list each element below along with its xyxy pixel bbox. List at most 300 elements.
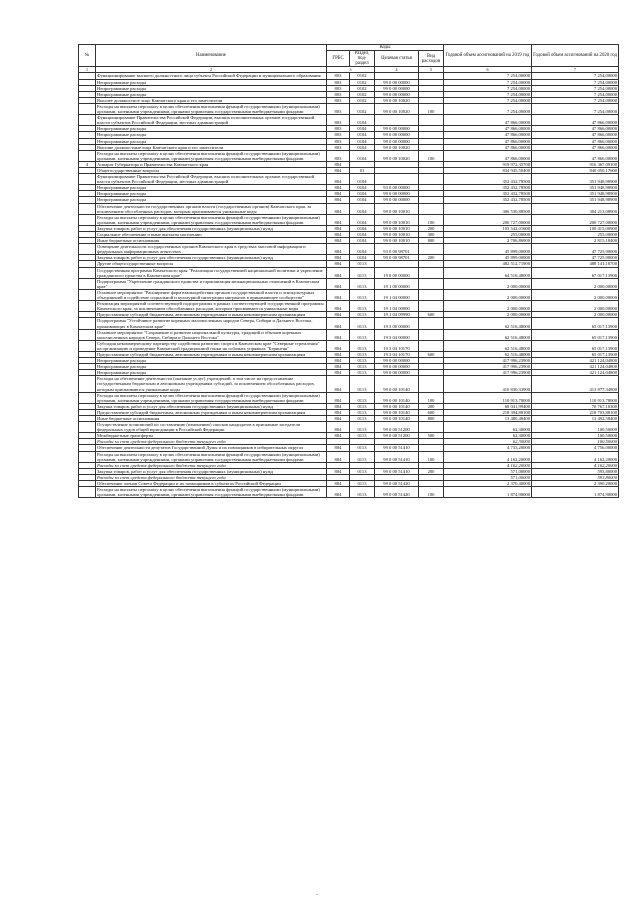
row-name: Расходы на выплаты персоналу в целях обеспечения выполнения функций государственными (муниципальными) органами, казенными учреждениями, органами управления государственными внебюджетными фондами [96,103,327,114]
row-amount-2020: 47 866,00000 [532,138,619,144]
row-vr [419,422,444,433]
header-codes: Коды [327,45,444,51]
row-amount-2020: 916 367,09100 [532,161,619,167]
row-name: Иные бюджетные ассигнования [96,416,327,422]
header-vol-2019: Годовой объем ассигнований на 2019 год [444,45,532,67]
row-amount-2019: 200 727,00000 [444,214,532,225]
row-amount-2019: 4 162,20000 [444,451,532,462]
row-amount-2020: 100 415,00900 [532,225,619,231]
row-grbs: 804 [327,214,350,225]
row-name: Обеспечение членов Совета Федерации и их помощников в субъектах Российской Федерации [96,481,327,487]
row-amount-2020: 67 017,13900 [532,267,619,278]
row-num [79,301,96,312]
row-razdel: 0104 [350,244,375,255]
row-grbs: 803 [327,150,350,161]
row-razdel: 0113 [350,278,375,289]
row-name: Расходы за счет средств федерального бюджета текущего года [96,439,327,445]
row-grbs: 804 [327,422,350,433]
row-vr [419,203,444,214]
row-vr [419,329,444,340]
row-amount-2019: 2 000,00000 [444,312,532,318]
row-csr: 99 0 00 51200 [375,422,419,433]
row-amount-2020: 7 254,00000 [532,73,619,79]
row-vr: 800 [419,416,444,422]
row-vr [419,376,444,392]
row-vr [419,115,444,126]
row-amount-2020: 7 254,00000 [532,85,619,91]
row-amount-2019: 834 945,50400 [444,167,532,173]
row-vr [419,278,444,289]
row-csr: 19 3 04 00000 [375,329,419,340]
row-razdel: 0113 [350,370,375,376]
row-name: Непрограммные расходы [96,185,327,191]
header-vol-2020: Годовой объем ассигнований на 2020 год [532,45,619,67]
row-amount-2019: 62 516,48000 [444,329,532,340]
row-grbs: 804 [327,340,350,351]
row-amount-2020: 488 141,18700 [532,261,619,267]
row-amount-2020: 351 948,98900 [532,174,619,185]
row-amount-2020: 2 000,00000 [532,289,619,300]
row-name: Межбюджетные трансферты [96,433,327,439]
row-num [79,214,96,225]
row-num [79,487,96,498]
row-csr: 19 1 04 09990 [375,312,419,318]
row-name: Основное мероприятие "Расширение форм взаимодействия органов государственной власти и этнокультурных объединений и содействие социальной и культурной интеграции мигрантов в принимающее сообщество" [96,289,327,300]
row-razdel: 0113 [350,433,375,439]
row-vr [419,174,444,185]
row-razdel: 0102 [350,97,375,103]
row-grbs: 804 [327,267,350,278]
row-amount-2020: 70 767,10300 [532,403,619,409]
row-amount-2019: 110 913,78000 [444,392,532,403]
row-vr: 200 [419,225,444,231]
row-csr: 99 0 00 00000 [375,358,419,364]
row-razdel: 0113 [350,376,375,392]
row-amount-2019: 417 996,23900 [444,358,532,364]
row-razdel: 0104 [350,115,375,126]
row-name: Непрограммные расходы [96,364,327,370]
row-vr [419,318,444,329]
row-razdel: 0104 [350,197,375,203]
row-csr: 99 0 00 10140 [375,416,419,422]
row-csr: 99 0 00 00000 [375,126,419,132]
row-num [79,340,96,351]
row-csr: 99 0 00 00000 [375,191,419,197]
row-amount-2020: 351 948,98900 [532,185,619,191]
row-name: Другие общегосударственные вопросы [96,261,327,267]
row-vr: 200 [419,468,444,474]
row-amount-2019: 482 512,71900 [444,261,532,267]
row-num [79,289,96,300]
row-grbs: 803 [327,85,350,91]
row-grbs: 804 [327,244,350,255]
row-name: Предоставление субсидий бюджетным, автономным учреждениям и иным некоммерческим организациям [96,409,327,415]
row-amount-2020: 2 390,20000 [532,481,619,487]
table-row [79,301,619,312]
row-amount-2019: 352 432,78500 [444,174,532,185]
row-razdel: 0113 [350,358,375,364]
row-name: Непрограммные расходы [96,91,327,97]
row-razdel: 0102 [350,73,375,79]
row-amount-2019: 218 394,88100 [444,409,532,415]
row-name: Непрограммные расходы [96,85,327,91]
row-csr: 19 1 04 00000 [375,289,419,300]
row-grbs: 804 [327,238,350,244]
row-razdel: 0113 [350,312,375,318]
colnum-7: 7 [532,67,619,73]
row-name: Высшее должностное лицо Камчатского края и его заместители [96,97,327,103]
row-grbs: 804 [327,161,350,167]
row-name: Расходы за счет средств федерального бюджета текущего года [96,462,327,468]
row-grbs: 804 [327,174,350,185]
row-vr: 100 [419,451,444,462]
row-csr: 99 0 00 10010 [375,232,419,238]
row-grbs: 804 [327,370,350,376]
row-razdel: 0104 [350,126,375,132]
row-amount-2020: 351 948,98900 [532,197,619,203]
row-razdel: 0113 [350,351,375,357]
row-name: Высшие должностные лица Камчатского края и его заместители [96,144,327,150]
row-grbs: 804 [327,403,350,409]
row-name: Государственная программа Камчатского края "Реализация государственной национальной политики и укрепление гражданского единства в Камчатском крае" [96,267,327,278]
row-grbs: 804 [327,203,350,214]
header-vr: Вид расходов [419,51,444,67]
row-amount-2020: 1 874,90000 [532,487,619,498]
row-grbs: 803 [327,126,350,132]
row-name: Непрограммные расходы [96,191,327,197]
row-name: Расходы на выплаты персоналу в целях обеспечения выполнения функций государственными (муниципальными) органами, казенными учреждениями, органами управления государственными внебюджетными фондами [96,451,327,462]
row-amount-2020: 47 725,90000 [532,244,619,255]
row-razdel: 0113 [350,422,375,433]
row-amount-2020: 413 877,34800 [532,376,619,392]
row-vr [419,301,444,312]
row-name: Подпрограмма "Укрепление гражданского единства и гармонизация межнациональных отношений в Камчатском крае" [96,278,327,289]
row-razdel: 0113 [350,403,375,409]
row-csr: 99 0 00 51410 [375,468,419,474]
row-grbs: 804 [327,468,350,474]
table-row [79,115,619,126]
row-amount-2019: 47 866,00000 [444,150,532,161]
row-amount-2019: 47 866,00000 [444,132,532,138]
row-amount-2019: 352 432,78500 [444,185,532,191]
row-amount-2019: 306 530,88500 [444,203,532,214]
row-name: Расходы на выплаты персоналу в целях обеспечения выполнения функций государственными (муниципальными) органами, казенными учреждениями, органами управления государственными внебюджетными фондами [96,487,327,498]
row-amount-2020: 7 254,00000 [532,103,619,114]
row-amount-2019: 417 996,23900 [444,364,532,370]
row-razdel: 0113 [350,481,375,487]
row-amount-2020: 47 866,00000 [532,150,619,161]
row-razdel: 0113 [350,289,375,300]
row-csr: 19 3 00 00000 [375,318,419,329]
row-amount-2019: 7 254,00000 [444,91,532,97]
row-amount-2019: 62 516,48000 [444,318,532,329]
row-razdel: 0104 [350,185,375,191]
table-row [79,267,619,278]
row-grbs: 803 [327,138,350,144]
row-razdel: 01 [350,167,375,173]
row-grbs: 803 [327,79,350,85]
row-name: Закупка товаров, работ и услуг для обеспечения государственных (муниципальных) нужд [96,255,327,261]
table-row [79,451,619,462]
row-amount-2020: 7 254,00000 [532,79,619,85]
row-csr: 99 0 00 98701 [375,255,419,261]
row-name: Предоставление субсидий бюджетным, автономным учреждениям и иным некоммерческим организациям [96,312,327,318]
table-row [79,422,619,433]
row-vr: 100 [419,103,444,114]
row-amount-2020: 2 815,18400 [532,238,619,244]
row-amount-2020: 255,00000 [532,232,619,238]
row-grbs: 804 [327,255,350,261]
row-amount-2019: 255,00000 [444,232,532,238]
row-csr [375,174,419,185]
row-num [79,203,96,214]
row-csr: 99 0 00 10140 [375,392,419,403]
row-razdel: 0102 [350,103,375,114]
row-amount-2020: 100,50000 [532,433,619,439]
row-razdel: 0113 [350,409,375,415]
row-name: Иные бюджетные ассигнования [96,238,327,244]
row-grbs: 804 [327,392,350,403]
table-row [79,278,619,289]
row-razdel: 0104 [350,238,375,244]
row-grbs: 804 [327,312,350,318]
row-amount-2019: 47 866,00000 [444,144,532,150]
row-amount-2019: 7 254,00000 [444,85,532,91]
row-grbs: 804 [327,364,350,370]
row-amount-2020: 4 756,00000 [532,445,619,451]
row-razdel: 0104 [350,138,375,144]
row-csr: 99 0 00 10010 [375,203,419,214]
row-amount-2020: 65 017,13900 [532,318,619,329]
row-amount-2020: 593,80000 [532,468,619,474]
row-amount-2019: 47 866,00000 [444,138,532,144]
row-amount-2020: 7 254,00000 [532,91,619,97]
row-vr: 100 [419,392,444,403]
row-num [79,376,96,392]
row-name: Непрограммные расходы [96,197,327,203]
row-num: 4 [79,161,96,167]
row-csr: 19 0 00 00000 [375,267,419,278]
table-row [79,150,619,161]
row-name: Социальное обеспечение и иные выплаты населению [96,232,327,238]
row-name: Аппарат Губернатора и Правительства Камчатского края [96,161,327,167]
row-amount-2020: 65 017,13900 [532,340,619,351]
row-amount-2019: 47 866,00000 [444,115,532,126]
row-amount-2019: 410 830,33900 [444,376,532,392]
row-name: Функционирование высшего должностного лица субъекта Российской Федерации и муниципального образования [96,73,327,79]
row-razdel: 0104 [350,255,375,261]
row-grbs: 804 [327,232,350,238]
row-amount-2019: 4 162,20000 [444,462,532,468]
table-row [79,103,619,114]
row-vr: 500 [419,433,444,439]
row-name: Реализация мероприятий соответствующей подпрограммы в рамках соответствующей государственной программы Камчатского края, за исключением обособленных расходов, которым присваиваются уникальные коды [96,301,327,312]
row-num [79,318,96,329]
row-num [79,115,96,126]
row-name: Непрограммные расходы [96,126,327,132]
row-vr: 600 [419,312,444,318]
table-row [79,203,619,214]
row-name: Функционирование Правительства Российской Федерации, высших исполнительных органов государственной власти субъектов Российской Федерации, местных администраций [96,174,327,185]
row-razdel: 0104 [350,214,375,225]
row-num [79,422,96,433]
row-razdel: 0104 [350,203,375,214]
row-name: Осуществление полномочий по составлению (изменению) списков кандидатов в присяжные заседатели федеральных судов общей юрисдикции в Российской Федерации [96,422,327,433]
row-grbs: 804 [327,318,350,329]
row-amount-2019: 2 000,00000 [444,278,532,289]
row-razdel: 0113 [350,267,375,278]
row-grbs: 804 [327,225,350,231]
row-name: Расходы на выплаты персоналу в целях обеспечения выполнения функций государственными (муниципальными) органами, казенными учреждениями, органами управления государственными внебюджетными фондами [96,150,327,161]
row-name: Предоставление субсидий бюджетным, автономным учреждениям и иным некоммерческим организациям [96,351,327,357]
row-amount-2020: 13 492,58400 [532,416,619,422]
row-razdel: 0113 [350,364,375,370]
row-name: Функционирование Правительства Российской Федерации, высших исполнительных органов государственной власти субъектов Российской Федерации, местных администраций [96,115,327,126]
row-grbs: 804 [327,433,350,439]
row-razdel: 0113 [350,340,375,351]
row-grbs: 803 [327,103,350,114]
table-row [79,376,619,392]
row-amount-2019: 7 254,00000 [444,103,532,114]
row-razdel: 0104 [350,150,375,161]
row-grbs: 804 [327,481,350,487]
row-vr: 200 [419,255,444,261]
row-csr: 99 0 00 10140 [375,409,419,415]
row-vr: 800 [419,238,444,244]
row-csr: 99 0 00 51410 [375,445,419,451]
row-grbs: 804 [327,445,350,451]
row-razdel: 0113 [350,416,375,422]
row-amount-2019: 1 874,90000 [444,487,532,498]
row-razdel: 0113 [350,487,375,498]
colnum-4: 4 [375,67,419,73]
row-amount-2020: 421 124,04800 [532,370,619,376]
row-vr: 100 [419,214,444,225]
header-grbs: ГРБС [327,51,350,67]
row-name: Непрограммные расходы [96,132,327,138]
row-amount-2019: 352 432,78500 [444,197,532,203]
row-csr: 99 0 00 00000 [375,138,419,144]
row-amount-2020: 2 000,00000 [532,301,619,312]
row-csr: 99 0 00 00000 [375,85,419,91]
row-amount-2020: 47 866,00000 [532,115,619,126]
row-num [79,103,96,114]
table-row [79,174,619,185]
row-razdel: 0113 [350,451,375,462]
row-amount-2019: 62 516,48000 [444,351,532,357]
row-amount-2019: 417 996,23900 [444,370,532,376]
row-grbs: 804 [327,487,350,498]
row-amount-2019: 62,30000 [444,422,532,433]
table-row [79,392,619,403]
row-grbs: 804 [327,278,350,289]
row-razdel: 0113 [350,301,375,312]
row-csr: 99 0 00 10020 [375,150,419,161]
row-amount-2020: 7 254,00000 [532,97,619,103]
row-csr: 19 3 04 10170 [375,340,419,351]
row-amount-2020: 47 866,00000 [532,126,619,132]
row-csr: 99 0 00 00000 [375,370,419,376]
table-row [79,340,619,351]
row-amount-2019: 7 254,00000 [444,97,532,103]
row-csr: 99 0 00 10020 [375,144,419,150]
row-amount-2019: 4 733,20000 [444,445,532,451]
row-name: Основное мероприятие "Сохранение и развитие национальной культуры, традиций и обычаев коренных малочисленных народов Севера, Сибири и Дальнего Востока" [96,329,327,340]
row-csr: 19 1 04 00000 [375,301,419,312]
row-amount-2019: 45 899,00000 [444,255,532,261]
row-razdel: 0113 [350,329,375,340]
row-name: Освещение деятельности государственных органов Камчатского края в средствах массовой информации и федеральных информационных агентствах [96,244,327,255]
row-csr: 99 0 00 00000 [375,91,419,97]
row-name: Непрограммные расходы [96,358,327,364]
row-grbs: 804 [327,409,350,415]
row-amount-2020: 840 050,17600 [532,167,619,173]
row-amount-2019: 571,00000 [444,474,532,480]
row-amount-2019: 103 542,01600 [444,225,532,231]
row-amount-2020: 65 017,13900 [532,351,619,357]
row-razdel: 0104 [350,232,375,238]
row-name: Непрограммные расходы [96,138,327,144]
row-amount-2019: 7 254,00000 [444,79,532,85]
colnum-1: 1 [79,67,96,73]
row-amount-2019: 2 000,00000 [444,301,532,312]
row-razdel: 0102 [350,85,375,91]
row-name: Закупка товаров, работ и услуг для обеспечения государственных (муниципальных) нужд [96,468,327,474]
row-vr: 300 [419,232,444,238]
row-grbs: 804 [327,416,350,422]
row-amount-2020: 2 000,00000 [532,278,619,289]
row-amount-2019: 2 000,00000 [444,289,532,300]
row-csr: 99 0 00 51200 [375,433,419,439]
row-amount-2019: 64 516,48000 [444,267,532,278]
table-row [79,244,619,255]
row-csr: 93 0 00 98701 [375,244,419,255]
row-vr: 200 [419,403,444,409]
row-csr: 99 0 00 10140 [375,376,419,392]
row-num [79,392,96,403]
row-amount-2020: 218 703,88100 [532,409,619,415]
row-amount-2020: 65 017,13900 [532,329,619,340]
row-vr [419,244,444,255]
row-grbs: 804 [327,451,350,462]
row-csr: 99 0 00 10010 [375,238,419,244]
row-grbs: 804 [327,289,350,300]
row-amount-2019: 62 516,48000 [444,340,532,351]
row-razdel: 0113 [350,392,375,403]
row-amount-2020: 100,50000 [532,422,619,433]
row-csr: 99 0 00 00000 [375,364,419,370]
row-amount-2019: 2 370,40000 [444,481,532,487]
header-csr: Целевая статья [375,51,419,67]
row-amount-2020: 47 866,00000 [532,144,619,150]
table-row [79,329,619,340]
row-grbs: 804 [327,301,350,312]
row-grbs: 804 [327,358,350,364]
row-name: Подпрограмма "Устойчивое развитие коренных малочисленных народов Севера, Сибири и Дальнего Востока, проживающих в Камчатском крае" [96,318,327,329]
row-num [79,278,96,289]
table-row [79,214,619,225]
row-num [79,174,96,185]
row-amount-2019: 571,00000 [444,468,532,474]
row-grbs: 804 [327,197,350,203]
row-razdel: 0104 [350,225,375,231]
row-csr: 99 0 00 10020 [375,103,419,114]
row-amount-2020: 593,80000 [532,474,619,480]
row-amount-2020: 47 866,00000 [532,132,619,138]
table-row [79,487,619,498]
table-row [79,289,619,300]
row-num [79,451,96,462]
